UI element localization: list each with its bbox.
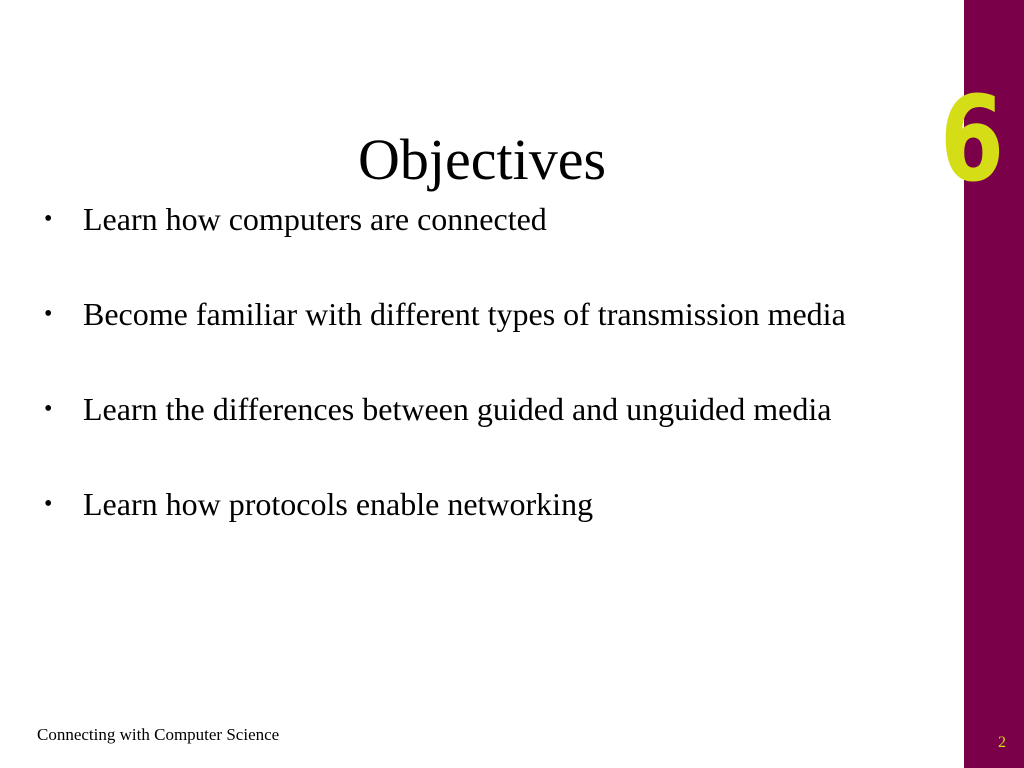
bullet-item [44,196,944,243]
bullet-icon: • [44,396,53,422]
bullet-text: Learn how protocols enable networking [83,486,594,522]
bullet-text: Become familiar with different types of transmission media [83,296,846,332]
bullet-item [44,481,944,528]
slide-title: Objectives [357,126,607,192]
chapter-number: 6 [940,70,1003,208]
footer-text: Connecting with Computer Science [37,725,280,744]
bullet-item [44,386,944,433]
bullet-icon: • [44,491,53,517]
bullet-text: Learn how computers are connected [83,201,547,237]
bullet-item [44,291,944,338]
bullet-list [44,196,944,528]
page-number: 2 [998,734,1006,751]
bullet-icon: • [44,301,53,327]
bullet-text: Learn the differences between guided and unguided media [83,391,832,427]
bullet-icon: • [44,206,53,232]
